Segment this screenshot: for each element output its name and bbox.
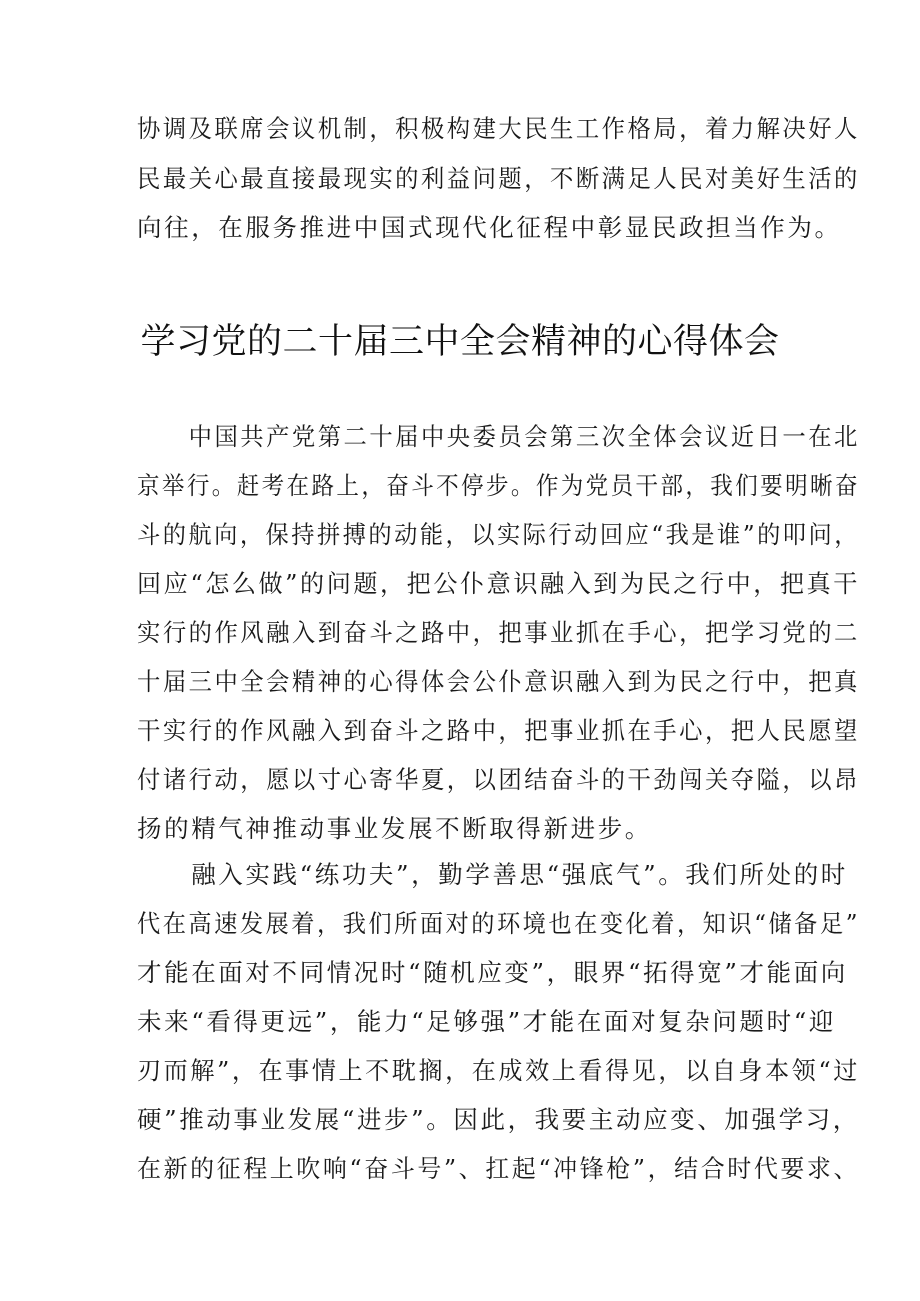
text-line: 硬”推动事业发展“进步”。因此，我要主动应变、加强学习， <box>137 1105 860 1134</box>
text-line: 未来“看得更远”，能力“足够强”才能在面对复杂问题时“迎 <box>137 1007 836 1036</box>
text-line: 付诸行动，愿以寸心寄华夏，以团结奋斗的干劲闯关夺隘，以昂 <box>137 765 860 794</box>
text-line: 扬的精气神推动事业发展不断取得新进步。 <box>137 814 652 843</box>
text-line: 实行的作风融入到奋斗之路中，把事业抓在手心，把学习党的二 <box>137 618 860 647</box>
text-line: 融入实践“练功夫”，勤学善思“强底气”。我们所处的时 <box>137 860 848 889</box>
text-line: 代在高速发展着，我们所面对的环境也在变化着，知识“储备足” <box>137 909 860 938</box>
text-line: 向往，在服务推进中国式现代化征程中彰显民政担当作为。 <box>137 213 842 242</box>
text-line: 刃而解”，在事情上不耽搁，在成效上看得见，以自身本领“过 <box>137 1056 860 1085</box>
text-line: 在新的征程上吹响“奋斗号”、扛起“冲锋枪”，结合时代要求、 <box>137 1154 861 1183</box>
text-line: 斗的航向，保持拼搏的动能，以实际行动回应“我是谁”的叩问， <box>137 520 860 549</box>
text-line: 十届三中全会精神的心得体会公仆意识融入到为民之行中，把真 <box>137 667 860 696</box>
text-line: 民最关心最直接最现实的利益问题，不断满足人民对美好生活的 <box>137 164 860 193</box>
text-line: 中国共产党第二十届中央委员会第三次全体会议近日一在北 <box>137 422 860 451</box>
text-line: 才能在面对不同情况时“随机应变”，眼界“拓得宽”才能面向 <box>137 958 848 987</box>
text-line: 协调及联席会议机制，积极构建大民生工作格局，着力解决好人 <box>137 114 860 143</box>
text-line: 回应“怎么做”的问题，把公仆意识融入到为民之行中，把真干 <box>137 569 860 598</box>
text-line: 干实行的作风融入到奋斗之路中，把事业抓在手心，把人民愿望 <box>137 716 860 745</box>
document-title: 学习党的二十届三中全会精神的心得体会 <box>140 322 780 362</box>
text-line: 京举行。赶考在路上，奋斗不停步。作为党员干部，我们要明晰奋 <box>137 471 860 500</box>
